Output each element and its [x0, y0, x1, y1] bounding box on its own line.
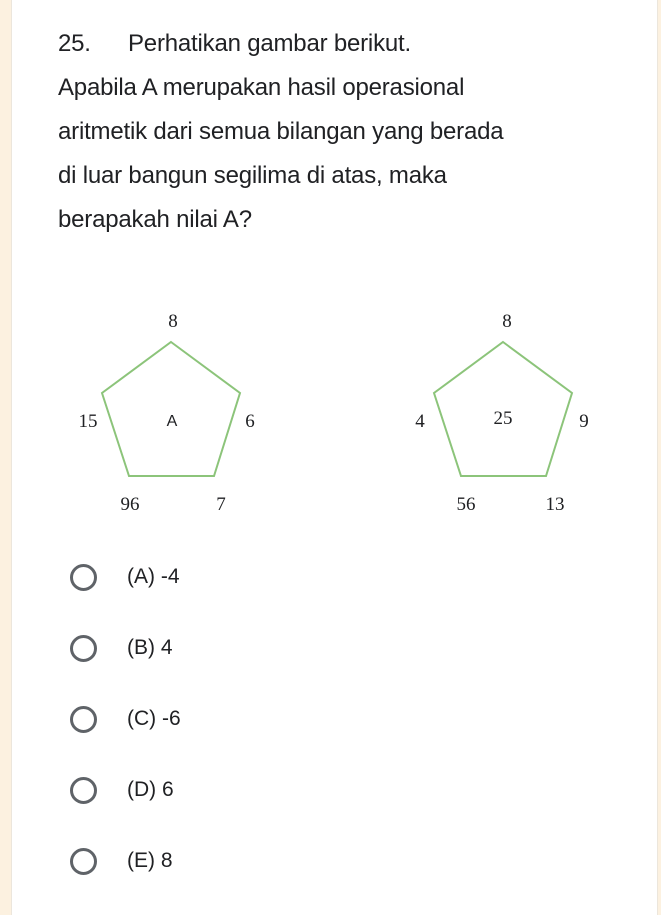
- question-body-line: Apabila A merupakan hasil operasional: [58, 74, 465, 101]
- radio-unchecked-icon[interactable]: [70, 635, 97, 662]
- value-right: 6: [245, 411, 255, 432]
- option-label: (D) 6: [127, 778, 174, 801]
- value-bottom-left: 56: [456, 494, 476, 515]
- pentagon-shape: [102, 342, 240, 476]
- option-label: (C) -6: [127, 707, 181, 730]
- value-left: 4: [415, 411, 425, 432]
- pentagon-figure-1: [41, 290, 301, 530]
- question-body-line: di luar bangun segilima di atas, maka: [58, 162, 447, 189]
- question-number: 25.: [58, 30, 91, 57]
- option-label: (A) -4: [127, 565, 180, 588]
- radio-unchecked-icon[interactable]: [70, 564, 97, 591]
- radio-unchecked-icon[interactable]: [70, 777, 97, 804]
- answer-options: [70, 557, 181, 912]
- value-bottom-right: 7: [216, 494, 226, 515]
- question-text: [58, 22, 638, 242]
- pentagon-diagram: [370, 290, 630, 530]
- value-bottom-right: 13: [545, 494, 565, 515]
- option-b[interactable]: [70, 628, 181, 699]
- value-center: A: [166, 413, 178, 430]
- value-center: 25: [493, 408, 513, 429]
- question-title-line: [58, 22, 638, 66]
- option-e[interactable]: [70, 841, 181, 912]
- question-body-line: berapakah nilai A?: [58, 206, 252, 233]
- value-top: 8: [168, 311, 178, 332]
- option-label: (B) 4: [127, 636, 173, 659]
- question-title: Perhatikan gambar berikut.: [128, 30, 411, 57]
- option-c[interactable]: [70, 699, 181, 770]
- pentagon-figure-2: [370, 290, 630, 530]
- radio-unchecked-icon[interactable]: [70, 848, 97, 875]
- option-a[interactable]: [70, 557, 181, 628]
- pentagon-diagram: [41, 290, 301, 530]
- question-body-line: aritmetik dari semua bilangan yang berada: [58, 118, 504, 145]
- value-left: 15: [78, 411, 98, 432]
- option-label: (E) 8: [127, 849, 173, 872]
- value-bottom-left: 96: [120, 494, 140, 515]
- value-right: 9: [579, 411, 589, 432]
- option-d[interactable]: [70, 770, 181, 841]
- radio-unchecked-icon[interactable]: [70, 706, 97, 733]
- question-card: [11, 0, 658, 915]
- value-top: 8: [502, 311, 512, 332]
